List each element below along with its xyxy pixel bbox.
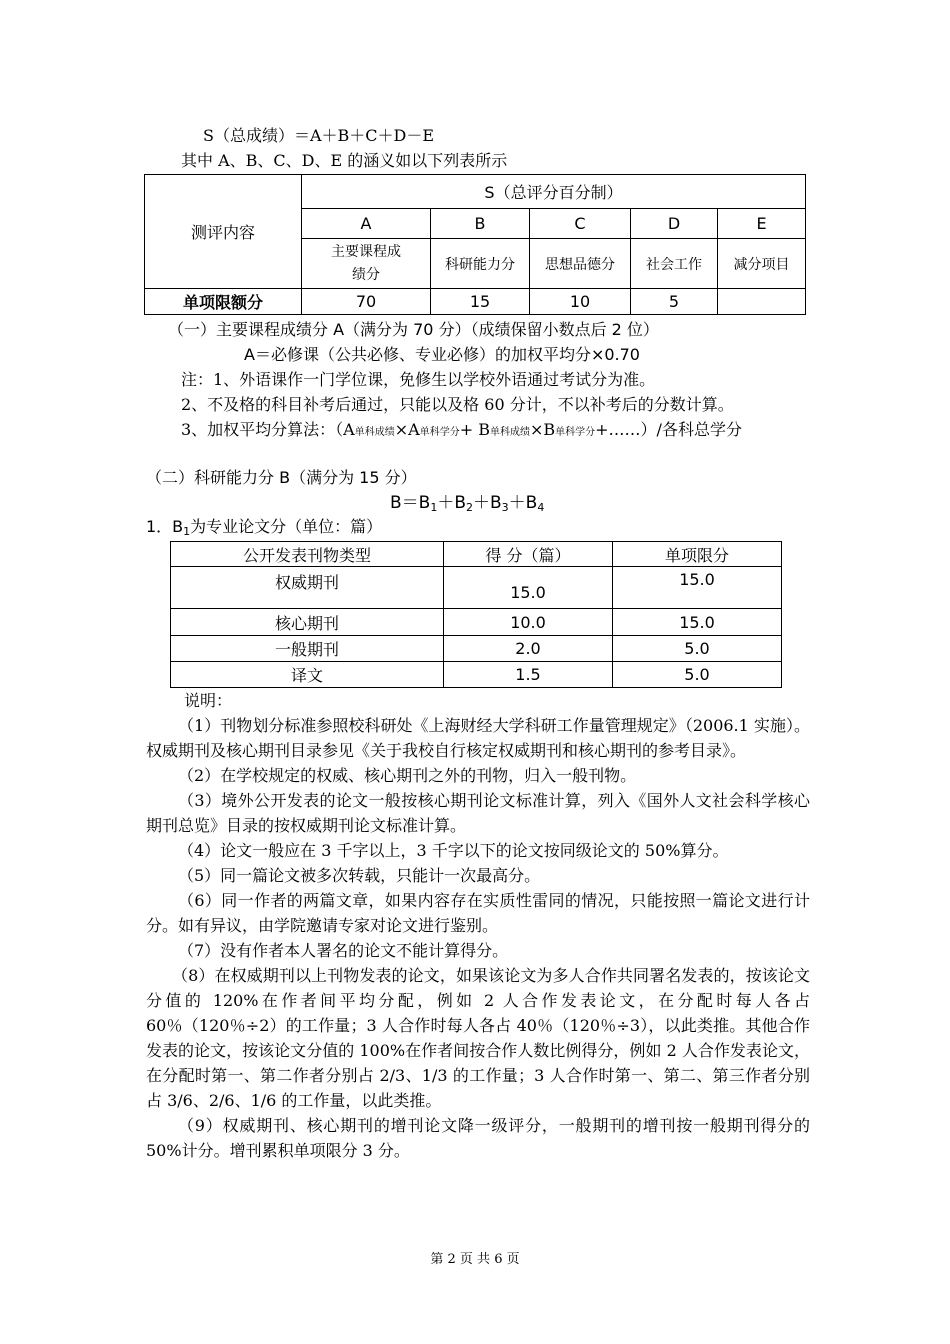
section1-heading: （一）主要课程成绩分 A（满分为 70 分）（成绩保留小数点后 2 位） [168, 320, 659, 339]
section2-formula: $B=B_1+B_2+B_3+B_4$ [390, 493, 545, 514]
col-limit: 单项限分 [613, 542, 782, 567]
limit-a: 70 [302, 289, 431, 315]
row-type: 核心期刊 [171, 609, 444, 636]
limit-b: 15 [431, 289, 530, 315]
note-item-8: （8）在权威期刊以上刊物发表的论文，如果该论文为多人合作共同署名发表的，按该论文分值的 120%在作者间平均分配，例如 2 人合作发表论文，在分配时每人各占 60％（120％÷2）的工作量；3 人合作时每人各占 40％（120％÷3），以此类推。其他合作发表的论文，按该论文分值的 100%在作者间按合作人数比例得分，例如 2 人合作发表论文，在分配时第一、第二作者分别占 2/3、1/3 的工作量；3 人合作时第一、第二、第三作者分别占 3/6、2/6、1/6 的工作量，以此类推。 [146, 966, 810, 1110]
note-item-5: （5）同一篇论文被多次转载，只能计一次最高分。 [178, 866, 541, 885]
score-table [144, 174, 806, 315]
item-a-text: 主要课程成绩分 [331, 243, 401, 283]
row-header: 测评内容 [145, 175, 302, 289]
table-row [171, 662, 782, 688]
note-3: 3、加权平均分算法：（A单科成绩×A单科学分+ B单科成绩×B单科学分+……）/各科总学分 [181, 420, 742, 439]
note-1: 注：1、外语课作一门学位课，免修生以学校外语通过考试分为准。 [181, 370, 656, 389]
note-item-9: （9）权威期刊、核心期刊的增刊论文降一级评分，一般期刊的增刊按一般期刊得分的 50%计分。增刊累积单项限分 3 分。 [146, 1116, 810, 1160]
limit-label: 单项限额分 [145, 289, 302, 315]
row-type: 一般期刊 [171, 636, 444, 662]
row-type: 权威期刊 [171, 567, 444, 609]
note-item-6: （6）同一作者的两篇文章，如果内容存在实质性雷同的情况，只能按照一篇论文进行计分。如有异议，由学院邀请专家对论文进行鉴别。 [146, 891, 810, 935]
note-item-4: （4）论文一般应在 3 千字以上，3 千字以下的论文按同级论文的 50%算分。 [178, 841, 729, 860]
row-limit: 5.0 [613, 662, 782, 688]
limit-c: 10 [530, 289, 631, 315]
notes-title: 说明： [184, 691, 233, 710]
note-item-3: （3）境外公开发表的论文一般按核心期刊论文标准计算，列入《国外人文社会科学核心期刊总览》目录的按权威期刊论文标准计算。 [146, 791, 810, 835]
letter-e: E [718, 209, 806, 239]
notes-body [146, 713, 810, 1163]
table-row [171, 609, 782, 636]
table-row [171, 636, 782, 662]
item-a [302, 239, 431, 289]
letter-c: C [530, 209, 631, 239]
note-2: 2、不及格的科目补考后通过，只能以及格 60 分计，不以补考后的分数计算。 [181, 395, 734, 414]
row-score: 1.5 [444, 662, 613, 688]
section1-formula: A＝必修课（公共必修、专业必修）的加权平均分×0.70 [244, 345, 640, 364]
note-item-7: （7）没有作者本人署名的论文不能计算得分。 [178, 941, 509, 960]
row-score: 10.0 [444, 609, 613, 636]
col-type: 公开发表刊物类型 [171, 542, 444, 567]
limit-e [718, 289, 806, 315]
letter-b: B [431, 209, 530, 239]
row-score: 15.0 [444, 567, 613, 609]
b1-line: 1．$B_1$为专业论文分（单位：篇） [146, 517, 383, 538]
note-item-2: （2）在学校规定的权威、核心期刊之外的刊物，归入一般刊物。 [178, 766, 637, 785]
row-limit: 15.0 [613, 609, 782, 636]
letter-a: A [302, 209, 431, 239]
row-limit: 15.0 [613, 567, 782, 609]
table-row [171, 567, 782, 609]
col-score: 得 分（篇） [444, 542, 613, 567]
page-footer: 第 2 页 共 6 页 [430, 1252, 520, 1267]
formula-total: S（总成绩）＝A＋B＋C＋D－E [203, 126, 435, 145]
row-score: 2.0 [444, 636, 613, 662]
row-limit: 5.0 [613, 636, 782, 662]
item-c: 思想品德分 [530, 239, 631, 289]
intro-line: 其中 A、B、C、D、E 的涵义如以下列表所示 [181, 151, 508, 170]
main-header: S（总评分百分制） [302, 175, 806, 209]
limit-d: 5 [631, 289, 718, 315]
item-b: 科研能力分 [431, 239, 530, 289]
note-item-1: （1）刊物划分标准参照校科研处《上海财经大学科研工作量管理规定》（2006.1 实施）。权威期刊及核心期刊目录参见《关于我校自行核定权威期刊和核心期刊的参考目录》。 [146, 716, 810, 760]
letter-d: D [631, 209, 718, 239]
section2-heading: （二）科研能力分 B（满分为 15 分） [146, 468, 417, 487]
row-type: 译文 [171, 662, 444, 688]
item-d: 社会工作 [631, 239, 718, 289]
item-e: 减分项目 [718, 239, 806, 289]
journal-table [170, 541, 782, 688]
